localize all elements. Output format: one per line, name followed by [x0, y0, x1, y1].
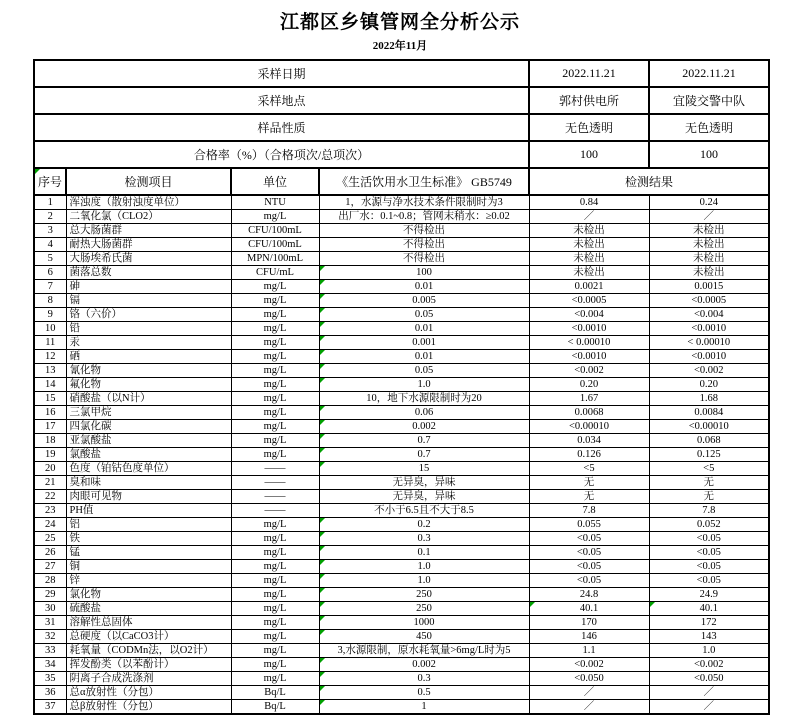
cell-item: 二氧化氯（CLO2）	[66, 210, 231, 224]
cell-item: 大肠埃希氏菌	[66, 252, 231, 266]
cell-standard: 0.3	[319, 532, 529, 546]
cell-unit: mg/L	[231, 546, 319, 560]
cell-result-2: 未检出	[649, 266, 769, 280]
cell-result-2: 172	[649, 616, 769, 630]
cell-item: 镉	[66, 294, 231, 308]
cell-standard: 10，地下水源限制时为20	[319, 392, 529, 406]
cell-result-2: 40.1	[649, 602, 769, 616]
cell-item: 亚氯酸盐	[66, 434, 231, 448]
cell-result-1: 0.0068	[529, 406, 649, 420]
cell-result-1: 24.8	[529, 588, 649, 602]
cell-unit: Bq/L	[231, 686, 319, 700]
cell-unit: NTU	[231, 195, 319, 210]
cell-result-2: <5	[649, 462, 769, 476]
cell-item: 总硬度（以CaCO3计）	[66, 630, 231, 644]
cell-unit: mg/L	[231, 658, 319, 672]
table-row	[34, 294, 769, 308]
cell-unit: CFU/100mL	[231, 224, 319, 238]
cell-item: 锰	[66, 546, 231, 560]
cell-item: 锌	[66, 574, 231, 588]
cell-no: 2	[34, 210, 66, 224]
cell-result-1: 未检出	[529, 224, 649, 238]
table-row	[34, 532, 769, 546]
summary-value-1: 100	[529, 141, 649, 168]
cell-unit: mg/L	[231, 434, 319, 448]
cell-result-2: ／	[649, 210, 769, 224]
cell-no: 15	[34, 392, 66, 406]
summary-value-2: 宜陵交警中队	[649, 87, 769, 114]
table-row	[34, 336, 769, 350]
cell-no: 9	[34, 308, 66, 322]
cell-result-1: <0.00010	[529, 420, 649, 434]
cell-unit: mg/L	[231, 378, 319, 392]
summary-row	[34, 141, 769, 168]
cell-item: 氟化物	[66, 378, 231, 392]
cell-no: 14	[34, 378, 66, 392]
cell-no: 1	[34, 195, 66, 210]
cell-result-2: <0.002	[649, 364, 769, 378]
cell-item: 菌落总数	[66, 266, 231, 280]
col-header-standard: 《生活饮用水卫生标准》 GB5749	[319, 168, 529, 195]
table-row	[34, 378, 769, 392]
cell-result-2: 未检出	[649, 252, 769, 266]
table-row	[34, 448, 769, 462]
col-header-unit: 单位	[231, 168, 319, 195]
cell-result-1: <5	[529, 462, 649, 476]
cell-result-2: 1.68	[649, 392, 769, 406]
cell-standard: 1.0	[319, 560, 529, 574]
cell-standard: 0.01	[319, 322, 529, 336]
cell-result-2: 0.24	[649, 195, 769, 210]
cell-unit: mg/L	[231, 630, 319, 644]
cell-result-1: 无	[529, 476, 649, 490]
cell-no: 32	[34, 630, 66, 644]
table-row	[34, 322, 769, 336]
cell-standard: 0.7	[319, 434, 529, 448]
table-row	[34, 420, 769, 434]
cell-result-1: 0.034	[529, 434, 649, 448]
table-row	[34, 195, 769, 210]
table-row	[34, 546, 769, 560]
cell-result-1: <0.05	[529, 560, 649, 574]
cell-result-1: 未检出	[529, 252, 649, 266]
cell-result-1: <0.002	[529, 658, 649, 672]
cell-result-2: <0.0005	[649, 294, 769, 308]
summary-value-2: 100	[649, 141, 769, 168]
cell-unit: mg/L	[231, 280, 319, 294]
cell-result-2: <0.0010	[649, 350, 769, 364]
summary-value-2: 2022.11.21	[649, 60, 769, 87]
cell-result-2: 1.0	[649, 644, 769, 658]
cell-standard: 不得检出	[319, 252, 529, 266]
cell-item: 硝酸盐（以N计）	[66, 392, 231, 406]
cell-result-1: 0.0021	[529, 280, 649, 294]
notice-page	[0, 7, 800, 715]
cell-unit: CFU/mL	[231, 266, 319, 280]
cell-standard: 0.001	[319, 336, 529, 350]
cell-unit: Bq/L	[231, 700, 319, 715]
cell-item: 氯酸盐	[66, 448, 231, 462]
cell-no: 10	[34, 322, 66, 336]
col-header-item: 检测项目	[66, 168, 231, 195]
cell-result-2: <0.050	[649, 672, 769, 686]
cell-standard: 450	[319, 630, 529, 644]
cell-no: 5	[34, 252, 66, 266]
cell-standard: 250	[319, 602, 529, 616]
header-section	[34, 168, 769, 195]
cell-result-1: 0.84	[529, 195, 649, 210]
table-row	[34, 504, 769, 518]
cell-no: 12	[34, 350, 66, 364]
cell-unit: mg/L	[231, 672, 319, 686]
cell-unit: mg/L	[231, 336, 319, 350]
cell-no: 25	[34, 532, 66, 546]
table-row	[34, 434, 769, 448]
cell-result-1: 0.055	[529, 518, 649, 532]
cell-standard: 15	[319, 462, 529, 476]
cell-no: 34	[34, 658, 66, 672]
cell-result-1: <0.0010	[529, 322, 649, 336]
cell-unit: mg/L	[231, 364, 319, 378]
cell-no: 7	[34, 280, 66, 294]
cell-item: 溶解性总固体	[66, 616, 231, 630]
cell-result-1: <0.002	[529, 364, 649, 378]
table-row	[34, 686, 769, 700]
table-row	[34, 658, 769, 672]
table-row	[34, 266, 769, 280]
cell-no: 18	[34, 434, 66, 448]
cell-item: 三氯甲烷	[66, 406, 231, 420]
table-row	[34, 210, 769, 224]
cell-unit: mg/L	[231, 392, 319, 406]
table-row	[34, 252, 769, 266]
summary-value-1: 2022.11.21	[529, 60, 649, 87]
cell-no: 23	[34, 504, 66, 518]
cell-no: 21	[34, 476, 66, 490]
cell-standard: 不得检出	[319, 224, 529, 238]
cell-result-2: 0.0015	[649, 280, 769, 294]
table-row	[34, 490, 769, 504]
cell-unit: mg/L	[231, 420, 319, 434]
cell-standard: 0.05	[319, 364, 529, 378]
cell-item: 总α放射性（分包）	[66, 686, 231, 700]
cell-item: 铅	[66, 322, 231, 336]
table-row	[34, 238, 769, 252]
cell-unit: ——	[231, 462, 319, 476]
table-row	[34, 308, 769, 322]
cell-no: 36	[34, 686, 66, 700]
cell-item: 阴离子合成洗涤剂	[66, 672, 231, 686]
cell-unit: mg/L	[231, 574, 319, 588]
cell-result-1: 7.8	[529, 504, 649, 518]
cell-result-2: 143	[649, 630, 769, 644]
cell-unit: mg/L	[231, 518, 319, 532]
cell-unit: MPN/100mL	[231, 252, 319, 266]
cell-unit: mg/L	[231, 406, 319, 420]
cell-result-1: 170	[529, 616, 649, 630]
cell-result-1: <0.0010	[529, 350, 649, 364]
cell-no: 3	[34, 224, 66, 238]
cell-result-1: 未检出	[529, 266, 649, 280]
cell-no: 31	[34, 616, 66, 630]
summary-row	[34, 87, 769, 114]
table-row	[34, 602, 769, 616]
column-header-row	[34, 168, 769, 195]
cell-result-2: 0.068	[649, 434, 769, 448]
cell-no: 13	[34, 364, 66, 378]
cell-result-2: <0.0010	[649, 322, 769, 336]
cell-unit: mg/L	[231, 560, 319, 574]
cell-item: 硒	[66, 350, 231, 364]
col-header-no: 序号	[34, 168, 66, 195]
cell-standard: 100	[319, 266, 529, 280]
cell-result-2: <0.002	[649, 658, 769, 672]
table-row	[34, 574, 769, 588]
table-row	[34, 518, 769, 532]
cell-result-2: <0.05	[649, 574, 769, 588]
cell-unit: mg/L	[231, 308, 319, 322]
analysis-table	[33, 59, 770, 715]
cell-item: 总大肠菌群	[66, 224, 231, 238]
cell-item: 铁	[66, 532, 231, 546]
cell-unit: ——	[231, 490, 319, 504]
cell-result-2: 无	[649, 476, 769, 490]
cell-item: PH值	[66, 504, 231, 518]
cell-result-1: 无	[529, 490, 649, 504]
cell-standard: 0.06	[319, 406, 529, 420]
summary-value-2: 无色透明	[649, 114, 769, 141]
cell-item: 挥发酚类（以苯酚计）	[66, 658, 231, 672]
cell-unit: ——	[231, 476, 319, 490]
cell-result-1: ／	[529, 686, 649, 700]
cell-result-1: <0.05	[529, 574, 649, 588]
cell-standard: 出厂水：0.1~0.8；管网末稍水：≥0.02	[319, 210, 529, 224]
cell-no: 35	[34, 672, 66, 686]
cell-result-2: ／	[649, 700, 769, 715]
cell-result-2: <0.004	[649, 308, 769, 322]
cell-result-2: 0.0084	[649, 406, 769, 420]
cell-no: 8	[34, 294, 66, 308]
cell-no: 37	[34, 700, 66, 715]
table-row	[34, 462, 769, 476]
cell-standard: 0.1	[319, 546, 529, 560]
cell-result-2: 24.9	[649, 588, 769, 602]
cell-result-2: 未检出	[649, 224, 769, 238]
cell-result-1: <0.0005	[529, 294, 649, 308]
table-row	[34, 616, 769, 630]
cell-unit: mg/L	[231, 616, 319, 630]
cell-item: 耐热大肠菌群	[66, 238, 231, 252]
table-row	[34, 588, 769, 602]
cell-result-1: <0.05	[529, 546, 649, 560]
summary-row	[34, 114, 769, 141]
cell-item: 氰化物	[66, 364, 231, 378]
cell-no: 33	[34, 644, 66, 658]
cell-result-2: 未检出	[649, 238, 769, 252]
cell-result-2: 0.052	[649, 518, 769, 532]
cell-standard: 0.5	[319, 686, 529, 700]
cell-result-1: 146	[529, 630, 649, 644]
cell-item: 砷	[66, 280, 231, 294]
cell-standard: 不得检出	[319, 238, 529, 252]
cell-unit: mg/L	[231, 588, 319, 602]
table-row	[34, 672, 769, 686]
cell-standard: 不小于6.5且不大于8.5	[319, 504, 529, 518]
cell-item: 四氯化碳	[66, 420, 231, 434]
cell-standard: 0.2	[319, 518, 529, 532]
cell-standard: 1.0	[319, 378, 529, 392]
cell-standard: 无异臭，异味	[319, 490, 529, 504]
cell-unit: mg/L	[231, 448, 319, 462]
cell-item: 肉眼可见物	[66, 490, 231, 504]
cell-item: 总β放射性（分包）	[66, 700, 231, 715]
cell-unit: ——	[231, 504, 319, 518]
table-row	[34, 406, 769, 420]
cell-no: 26	[34, 546, 66, 560]
cell-item: 耗氧量（CODMn法，以O2计）	[66, 644, 231, 658]
cell-result-1: 40.1	[529, 602, 649, 616]
cell-result-1: 1.1	[529, 644, 649, 658]
cell-result-2: <0.05	[649, 546, 769, 560]
cell-result-2: 无	[649, 490, 769, 504]
cell-standard: 0.01	[319, 350, 529, 364]
table-row	[34, 224, 769, 238]
cell-standard: 0.005	[319, 294, 529, 308]
cell-result-2: 7.8	[649, 504, 769, 518]
cell-unit: mg/L	[231, 532, 319, 546]
cell-result-1: <0.050	[529, 672, 649, 686]
data-section	[34, 195, 769, 714]
summary-label: 合格率（%）（合格项次/总项次）	[34, 141, 529, 168]
page-subtitle: 2022年11月	[372, 40, 428, 52]
cell-standard: 0.05	[319, 308, 529, 322]
summary-value-1: 郭村供电所	[529, 87, 649, 114]
cell-unit: mg/L	[231, 602, 319, 616]
cell-unit: mg/L	[231, 644, 319, 658]
summary-value-1: 无色透明	[529, 114, 649, 141]
cell-result-1: <0.004	[529, 308, 649, 322]
cell-standard: 0.002	[319, 658, 529, 672]
cell-unit: mg/L	[231, 210, 319, 224]
table-row	[34, 280, 769, 294]
cell-item: 氯化物	[66, 588, 231, 602]
cell-standard: 1000	[319, 616, 529, 630]
cell-no: 16	[34, 406, 66, 420]
summary-label: 样品性质	[34, 114, 529, 141]
cell-standard: 3,水源限制，原水耗氧量>6mg/L时为5	[319, 644, 529, 658]
cell-no: 6	[34, 266, 66, 280]
cell-result-2: ／	[649, 686, 769, 700]
cell-unit: mg/L	[231, 350, 319, 364]
summary-label: 采样地点	[34, 87, 529, 114]
page-title: 江都区乡镇管网全分析公示	[279, 12, 520, 33]
cell-standard: 1，水源与净水技术条件限制时为3	[319, 195, 529, 210]
table-row	[34, 700, 769, 715]
cell-no: 22	[34, 490, 66, 504]
cell-result-1: ／	[529, 210, 649, 224]
cell-result-2: <0.05	[649, 560, 769, 574]
cell-standard: 无异臭，异味	[319, 476, 529, 490]
cell-no: 27	[34, 560, 66, 574]
cell-standard: 0.7	[319, 448, 529, 462]
table-row	[34, 350, 769, 364]
col-header-result: 检测结果	[529, 168, 769, 195]
cell-result-1: 未检出	[529, 238, 649, 252]
cell-result-2: <0.05	[649, 532, 769, 546]
cell-item: 浑浊度（散射浊度单位）	[66, 195, 231, 210]
cell-no: 20	[34, 462, 66, 476]
cell-result-1: ／	[529, 700, 649, 715]
cell-unit: CFU/100mL	[231, 238, 319, 252]
cell-standard: 0.002	[319, 420, 529, 434]
cell-item: 色度（铂钴色度单位）	[66, 462, 231, 476]
cell-result-1: 1.67	[529, 392, 649, 406]
summary-label: 采样日期	[34, 60, 529, 87]
cell-item: 铬（六价）	[66, 308, 231, 322]
table-row	[34, 476, 769, 490]
cell-item: 铝	[66, 518, 231, 532]
cell-no: 19	[34, 448, 66, 462]
cell-no: 24	[34, 518, 66, 532]
table-row	[34, 392, 769, 406]
cell-no: 4	[34, 238, 66, 252]
cell-item: 硫酸盐	[66, 602, 231, 616]
cell-item: 汞	[66, 336, 231, 350]
cell-no: 11	[34, 336, 66, 350]
cell-standard: 0.01	[319, 280, 529, 294]
cell-unit: mg/L	[231, 294, 319, 308]
cell-standard: 250	[319, 588, 529, 602]
table-row	[34, 560, 769, 574]
cell-result-1: <0.05	[529, 532, 649, 546]
cell-result-1: < 0.00010	[529, 336, 649, 350]
cell-standard: 0.3	[319, 672, 529, 686]
summary-section	[34, 60, 769, 168]
cell-result-2: <0.00010	[649, 420, 769, 434]
cell-standard: 1	[319, 700, 529, 715]
summary-row	[34, 60, 769, 87]
cell-standard: 1.0	[319, 574, 529, 588]
cell-item: 铜	[66, 560, 231, 574]
cell-result-1: 0.126	[529, 448, 649, 462]
cell-no: 28	[34, 574, 66, 588]
cell-unit: mg/L	[231, 322, 319, 336]
cell-no: 30	[34, 602, 66, 616]
table-row	[34, 364, 769, 378]
cell-result-2: 0.20	[649, 378, 769, 392]
cell-result-2: 0.125	[649, 448, 769, 462]
cell-no: 17	[34, 420, 66, 434]
cell-result-1: 0.20	[529, 378, 649, 392]
cell-result-2: < 0.00010	[649, 336, 769, 350]
table-row	[34, 630, 769, 644]
cell-item: 臭和味	[66, 476, 231, 490]
table-row	[34, 644, 769, 658]
cell-no: 29	[34, 588, 66, 602]
